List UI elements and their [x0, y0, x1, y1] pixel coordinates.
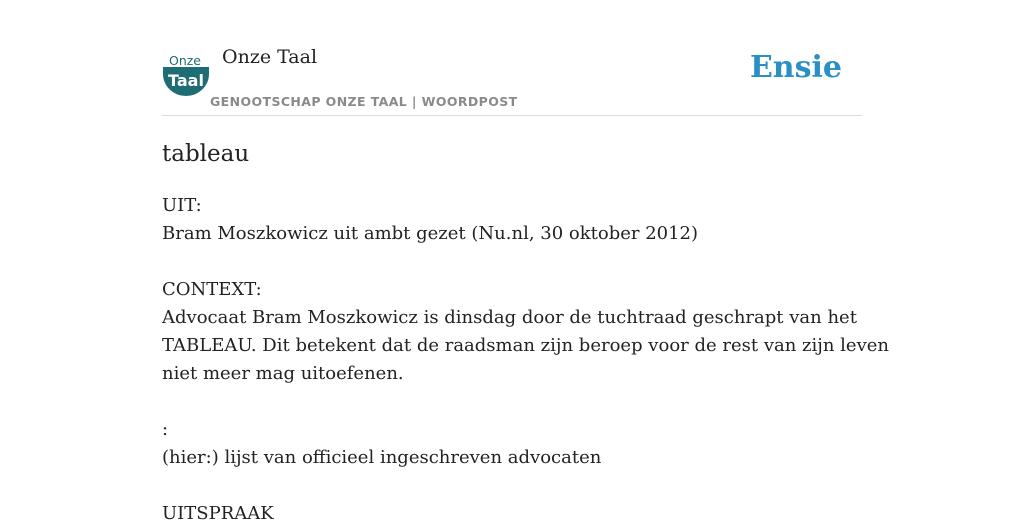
- blank-line: [162, 472, 862, 500]
- article-body: [162, 192, 889, 528]
- body-line: UIT:: [162, 195, 202, 216]
- body-line: Advocaat Bram Moszkowicz is dinsdag door de tuchtraad geschrapt van het: [162, 307, 857, 328]
- article: [162, 138, 889, 528]
- blank-line: [162, 248, 862, 276]
- article-title: tableau: [162, 141, 250, 167]
- site-subline: GENOOTSCHAP ONZE TAAL | WOORDPOST: [210, 94, 518, 109]
- body-line: (hier:) lijst van officieel ingeschreven advocaten: [162, 447, 602, 468]
- body-line: TABLEAU. Dit betekent dat de raadsman zijn beroep voor de rest van zijn leven: [162, 335, 889, 356]
- onze-taal-logo[interactable]: [162, 52, 210, 96]
- page-container: [162, 0, 889, 524]
- body-line: :: [162, 419, 169, 440]
- body-line: UITSPRAAK: [162, 503, 274, 524]
- ensie-brand-logo[interactable]: Ensie: [749, 50, 842, 85]
- blank-line: [162, 388, 862, 416]
- header: [162, 0, 862, 116]
- logo-top-text: Onze: [168, 53, 202, 68]
- body-line: Bram Moszkowicz uit ambt gezet (Nu.nl, 30 oktober 2012): [162, 223, 699, 244]
- site-name[interactable]: Onze Taal: [222, 46, 318, 68]
- logo-bottom-text: Taal: [168, 71, 204, 90]
- body-line: CONTEXT:: [162, 279, 262, 300]
- body-line: niet meer mag uitoefenen.: [162, 363, 404, 384]
